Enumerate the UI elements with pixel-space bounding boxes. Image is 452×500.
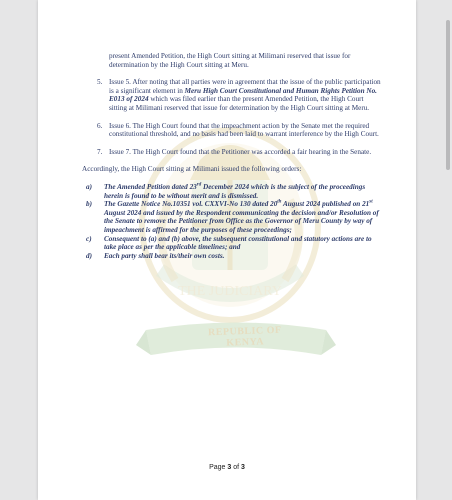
issue-item-7 <box>82 148 382 157</box>
issue-item-6 <box>82 122 382 139</box>
ordinal-suffix: st <box>369 199 373 205</box>
order-mark: b) <box>86 200 92 209</box>
issue-text: Issue 7. The High Court found that the Petitioner was accorded a fair hearing in the Senate. <box>109 147 372 156</box>
issue-number: 7. <box>97 147 103 156</box>
petition-reference: Meru High Court Constitutional and Human Rights Petition No. E013 of 2024 <box>109 86 377 104</box>
order-mark: d) <box>86 251 92 260</box>
order-text-continued: August 2024 and issued by the Respondent communicating the decision and/or Resolution of the Senate to remove the Petitioner from Office as the Governor of Meru County by way of impeachment is affirmed for the purposes of these proceedings; <box>104 208 379 234</box>
order-text: The Amended Petition dated 23 <box>104 182 197 191</box>
vertical-scrollbar-thumb[interactable] <box>446 20 450 170</box>
page-footer <box>38 464 416 471</box>
footer-of-word: of <box>233 464 240 471</box>
footer-page-word: Page <box>209 464 226 471</box>
order-text: Each party shall bear its/their own costs. <box>104 251 225 260</box>
intro-paragraph: present Amended Petition, the High Court sitting at Milimani reserved that issue for determination by the High Court sitting at Meru. <box>109 52 351 69</box>
order-text-continued: August 2024 published on 21 <box>281 200 370 209</box>
orders-list <box>82 183 382 260</box>
svg-text:THE JUDICIARY: THE JUDICIARY <box>178 284 282 299</box>
order-text-continued: December 2024 which is the subject of the proceedings herein is found to be without merit and is dismissed. <box>104 182 366 200</box>
order-item-a <box>82 183 382 200</box>
order-item-c <box>82 235 382 252</box>
document-page <box>38 0 416 500</box>
ordinal-suffix: th <box>277 199 282 205</box>
order-text: Consequent to (a) and (b) above, the subsequent constitutional and statutory actions are to take place as per the applicable timelines; and <box>104 234 372 252</box>
order-item-d <box>82 252 382 261</box>
issue-text: Issue 6. The High Court found that the impeachment action by the Senate met the required constitutional threshold, and no basis had been laid to warrant interference by the High Court. <box>109 121 379 139</box>
watermark-text: REPUBLIC OF KENYA <box>207 324 282 349</box>
order-item-b <box>82 200 382 234</box>
footer-current-page: 3 <box>227 464 232 471</box>
document-body <box>82 52 382 260</box>
orders-intro: Accordingly, the High Court sitting at Milimani issued the following orders: <box>82 165 302 174</box>
order-mark: a) <box>86 182 92 191</box>
issue-number: 6. <box>97 121 103 130</box>
issue-text: Issue 5. After noting that all parties were in agreement that the issue of the public participation is a significant element in <box>109 78 381 95</box>
footer-total-pages: 3 <box>241 464 245 471</box>
order-mark: c) <box>86 234 92 243</box>
issue-text-continued: which was filed earlier than the present Amended Petition, the High Court sitting at Milimani reserved that issue for determination by the High Court sitting at Meru. <box>109 95 370 112</box>
issue-number: 5. <box>97 78 103 87</box>
issue-item-5 <box>82 78 382 112</box>
ordinal-suffix: rd <box>196 182 202 188</box>
order-text: The Gazette Notice No.10351 vol. CXXVI-No 130 dated 20 <box>104 200 278 209</box>
